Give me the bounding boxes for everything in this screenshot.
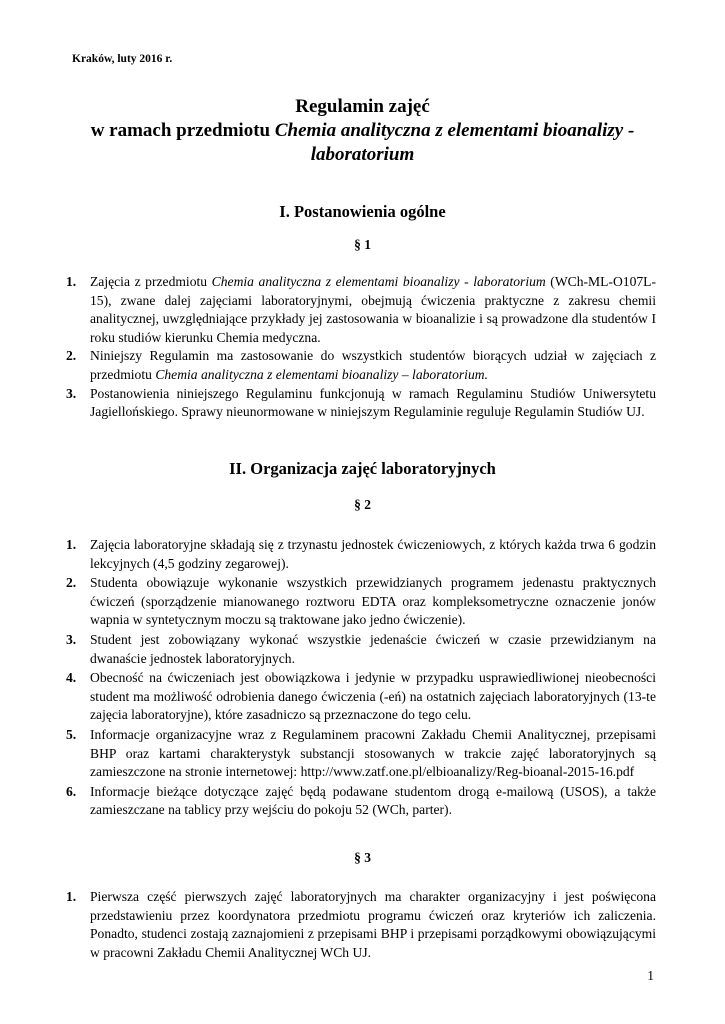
list-item (0, 888, 656, 962)
item-number: 1. (66, 537, 77, 552)
item-text: Niniejszy Regulamin ma zastosowanie do wszystkich studentów biorących udział w zajęciach z przedmiotu (90, 348, 656, 382)
item-text: Informacje bieżące dotyczące zajęć będą podawane studentom drogą e-mailową (USOS), a także zamieszczane na tablicy przy wejściu do pokoju 52 (WCh, parter). (90, 783, 656, 818)
item-text: Zajęcia z przedmiotu (90, 274, 212, 289)
list-item (0, 726, 656, 782)
section-3-list (0, 888, 656, 962)
title-line-2 (60, 119, 665, 143)
list-item (0, 574, 656, 630)
section-1-heading: I. Postanowienia ogólne (279, 202, 446, 221)
item-text: Pierwsza część pierwszych zajęć laboratoryjnych ma charakter organizacyjny i jest poświęcona przedstawieniu przez koordynatora przedmiotu programu ćwiczeń oraz kryteriów ich zaliczenia. Ponadto, studenci zostają zaznajomieni z przepisami BHP i przepisami porządkowymi obowiązującymi w pracowni Zakładu Chemii Analitycznej WCh UJ. (90, 889, 656, 960)
document-title (60, 95, 665, 167)
item-number: 2. (66, 348, 77, 364)
title-line-2-italic: Chemia analityczna z elementami bioanalizy - (274, 120, 635, 141)
section-1-list (0, 273, 656, 422)
section-2-heading: II. Organizacja zajęć laboratoryjnych (229, 459, 496, 478)
item-text: Student jest zobowiązany wykonać wszystkie jedenaście ćwiczeń w czasie przewidzianym na dwanaście jednostek laboratoryjnych. (90, 631, 656, 666)
title-line-3-italic: laboratorium (310, 144, 415, 165)
item-italic-text: Chemia analityczna z elementami bioanalizy – laboratorium. (155, 366, 488, 382)
section-2-list (0, 536, 656, 820)
list-item (0, 631, 656, 668)
section-1-paragraph-mark: § 1 (354, 237, 371, 252)
item-text: (WCh-ML-O107L-15), zwane dalej zajęciami laboratoryjnymi, obejmują ćwiczenia praktyczne z zakresu chemii analitycznej, uwzględniające przykłady jej zastosowania w bioanalizie i są prowadzone dla studentów I roku studiów kierunku Chemia medyczna. (90, 274, 656, 345)
list-item (0, 385, 656, 422)
list-item (0, 783, 656, 820)
list-item (0, 273, 656, 347)
item-text: Postanowienia niniejszego Regulaminu funkcjonują w ramach Regulaminu Studiów Uniwersytetu Jagiellońskiego. Sprawy nieunormowane w niniejszym Regulaminie reguluje Regulamin Studiów UJ. (90, 385, 656, 420)
item-italic-text: Chemia analityczna z elementami bioanalizy - laboratorium (211, 274, 546, 289)
title-line-2-prefix: w ramach przedmiotu (90, 120, 275, 141)
list-item (0, 347, 656, 384)
list-item (0, 669, 656, 725)
item-text: Obecność na ćwiczeniach jest obowiązkowa i jedynie w przypadku usprawiedliwionej nieobecności student ma możliwość odrobienia danego ćwiczenia (-eń) na ostatnich zajęciach laboratoryjnych (13-te zajęcia laboratoryjne), które zasadniczo są przeznaczone do tego celu. (90, 670, 656, 723)
title-line-3 (60, 143, 665, 167)
item-number: 6. (66, 783, 77, 799)
item-number: 2. (66, 575, 77, 591)
list-item (0, 536, 656, 573)
section-3-paragraph-mark: § 3 (354, 850, 371, 865)
item-number: 4. (66, 670, 77, 686)
item-text: Studenta obowiązuje wykonanie wszystkich przewidzianych programem jedenastu praktycznych ćwiczeń (sporządzenie mianowanego roztworu EDTA oraz kompleksometryczne oznaczenie jonów wapnia w syntetycznym moczu są traktowane jako jedno ćwiczenie). (90, 575, 656, 628)
place-date: Kraków, luty 2016 r. (72, 53, 173, 65)
item-number: 3. (66, 631, 77, 647)
item-number: 3. (66, 385, 77, 401)
item-number: 1. (66, 889, 77, 904)
title-line-1: Regulamin zajęć (295, 96, 430, 117)
page-number: 1 (647, 968, 654, 983)
section-2-paragraph-mark: § 2 (354, 497, 371, 512)
item-number: 5. (66, 726, 77, 742)
item-text: Zajęcia laboratoryjne składają się z trzynastu jednostek ćwiczeniowych, z których każda trwa 6 godzin lekcyjnych (4,5 godziny zegarowej). (90, 537, 656, 571)
item-number: 1. (66, 274, 77, 289)
item-text: Informacje organizacyjne wraz z Regulaminem pracowni Zakładu Chemii Analitycznej, przepisami BHP oraz kartami charakterystyk substancji stosowanych w trakcie zajęć laboratoryjnych są zamieszczone na stronie internetowej: http://www.zatf.one.pl/elbioanalizy/Reg-bioanal-2015-16.pdf (90, 726, 656, 780)
